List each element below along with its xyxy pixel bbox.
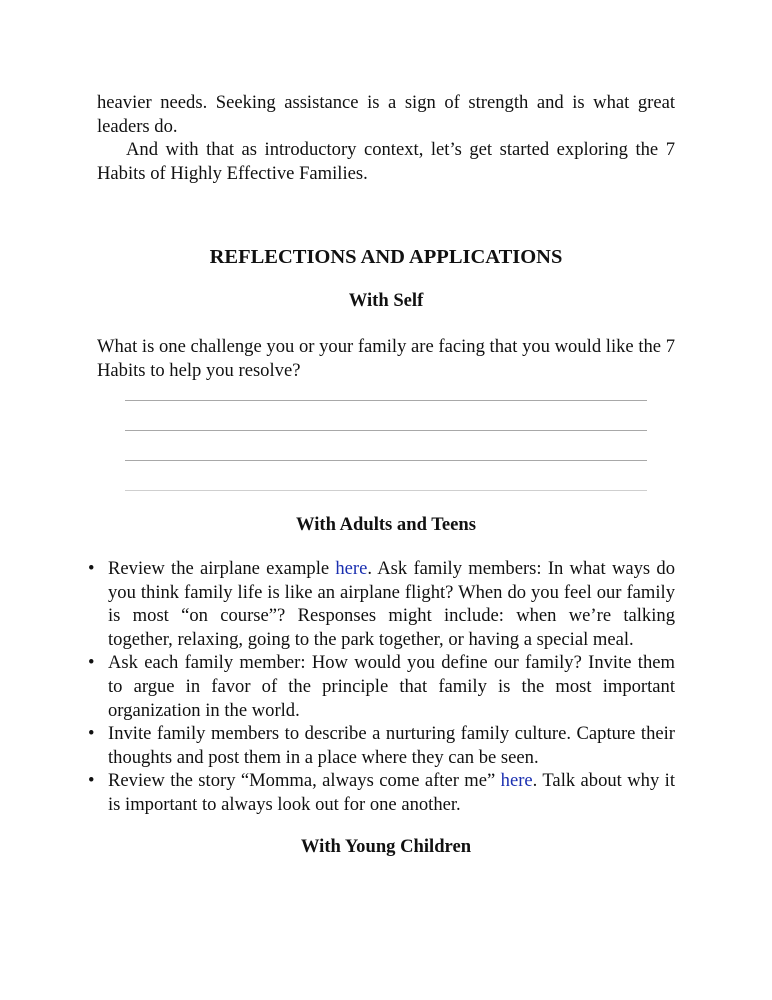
- intro-paragraph-1: heavier needs. Seeking assistance is a sign of strength and is what great leaders do.: [97, 92, 675, 137]
- with-self-heading: With Self: [348, 290, 424, 311]
- with-adults-heading: With Adults and Teens: [296, 514, 476, 535]
- answer-line: [125, 430, 647, 431]
- intro-paragraph-2: And with that as introductory context, let’s get started exploring the 7 Habits of Highly Effective Families.: [97, 139, 675, 184]
- adults-bullet-list: [86, 557, 675, 817]
- momma-story-link[interactable]: here: [500, 770, 533, 792]
- list-item: [86, 769, 675, 816]
- reflection-question: What is one challenge you or your family are facing that you would like the 7 Habits to help you resolve?: [97, 336, 675, 381]
- section-title: REFLECTIONS AND APPLICATIONS: [209, 246, 563, 268]
- list-item: [86, 651, 675, 722]
- with-young-children-heading: With Young Children: [300, 836, 472, 857]
- list-item: [86, 557, 675, 651]
- bullet-icon: •: [88, 723, 95, 745]
- answer-line: [125, 460, 647, 461]
- bullet-icon: •: [88, 770, 95, 792]
- answer-line: [125, 400, 647, 401]
- bullet-icon: •: [88, 558, 95, 579]
- bullet-text: . Talk about why it is important to always look out for one another.: [108, 770, 675, 815]
- bullet-text: . Ask family members: In what ways do you think family life is like an airplane flight? When do you feel our family is most “on course”? Responses might include: when we’re talking together, relaxing, going to the park together, or having a special meal.: [108, 558, 676, 650]
- bullet-text: Invite family members to describe a nurturing family culture. Capture their thoughts and post them in a place where they can be seen.: [108, 723, 675, 768]
- intro-text: [97, 91, 675, 185]
- list-item: [86, 722, 675, 769]
- bullet-text: Review the story “Momma, always come after me”: [108, 770, 501, 792]
- bullet-text: Ask each family member: How would you define our family? Invite them to argue in favor of the principle that family is the most important organization in the world.: [108, 652, 675, 721]
- airplane-example-link[interactable]: here: [335, 558, 368, 579]
- bullet-text: Review the airplane example: [108, 558, 336, 579]
- answer-line: [125, 490, 647, 491]
- bullet-icon: •: [88, 652, 95, 674]
